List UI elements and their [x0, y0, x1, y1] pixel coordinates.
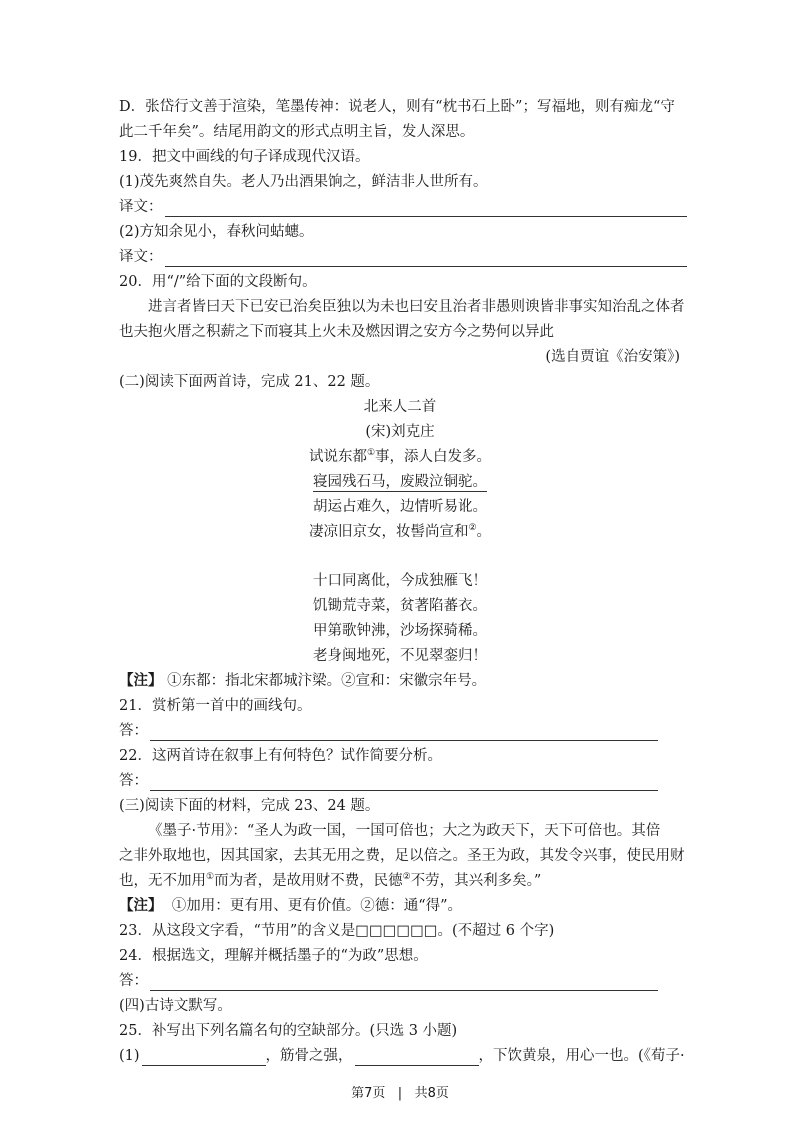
poem-author: (宋)刘克庄 [365, 424, 435, 440]
answer-label: 答： [119, 973, 148, 989]
passage-mozi-line3 [119, 871, 541, 891]
poem1-line4-text-b: 。 [476, 524, 492, 540]
note-marker-1: ① [167, 673, 182, 689]
poem1-line1 [0, 447, 800, 467]
note-2-text: 德：通“得”。 [374, 898, 463, 914]
question-19-part2: (2)方知余见小，春秋问蛄蟪。 [119, 224, 314, 240]
note-marker-2: ② [468, 523, 477, 533]
question-20: 20．用“/”给下面的文段断句。 [119, 274, 317, 290]
question-24: 24．根据选文，理解并概括墨子的“为政”思想。 [119, 948, 428, 964]
note-marker-1: ① [366, 448, 376, 458]
poem1-line4-text-a: 凄凉旧京女，妆髻尚宣和 [308, 524, 469, 540]
fill-blank-2[interactable] [355, 1064, 479, 1066]
poem2-line1: 十口同离仳，今成独雁飞！ [313, 573, 487, 589]
note-1-text: 加用：更有用、更有价值。 [186, 898, 361, 914]
poem1-line3: 胡运占难久，边情听易讹。 [313, 499, 487, 515]
translation-label: 译文： [119, 199, 163, 215]
note-label: 【注】 [119, 672, 163, 689]
answer-field-22[interactable] [150, 789, 658, 791]
poem2-line3: 甲第歌钟沸，沙场探骑稀。 [313, 623, 487, 639]
option-d-line1: D．张岱行文善于渲染，笔墨传神：说老人，则有“枕书石上卧”；写福地，则有痴龙“守 [119, 99, 675, 115]
question-22: 22．这两首诗在叙事上有何特色？试作简要分析。 [119, 748, 442, 764]
passage-20-source: (选自贾谊《治安策》) [545, 349, 680, 365]
note-marker-1: ① [206, 872, 215, 882]
poem-title: 北来人二首 [363, 399, 437, 415]
question-25-part1-text-c: ，下饮黄泉，用心一也。(《荀子· [478, 1048, 685, 1064]
answer-field-24[interactable] [150, 989, 658, 991]
answer-label: 答： [119, 773, 148, 789]
poem2-line4: 老身闽地死，不见翠銮归！ [313, 648, 487, 664]
poem1-line2-underlined [0, 472, 800, 492]
question-25: 25．补写出下列名篇名句的空缺部分。(只选 3 小题) [119, 1023, 458, 1039]
translation-line-2 [119, 247, 687, 267]
passage-20-line2: 也夫抱火厝之积薪之下而寝其上火未及燃因谓之安方今之势何以异此 [119, 324, 554, 340]
question-23: 23．从这段文字看，“节用”的含义是□□□□□□。(不超过 6 个字) [119, 923, 555, 939]
answer-field-21[interactable] [150, 739, 658, 741]
question-25-part1-num: (1) [119, 1048, 140, 1064]
passage-mozi-line3-c: 不劳，其兴利多矣。” [410, 873, 542, 889]
note-marker-2: ② [360, 898, 375, 914]
page-footer [0, 1082, 800, 1101]
note-label: 【注】 [119, 897, 163, 914]
answer-label: 答： [119, 723, 148, 739]
page-total: 共8页 [414, 1086, 449, 1101]
poem1-line1-text-b: 事，添人白发多。 [375, 449, 492, 465]
note-2-text: 宣和：宋徽宗年号。 [355, 673, 487, 689]
answer-line-24 [119, 971, 658, 991]
question-21: 21．赏析第一首中的画线句。 [119, 698, 312, 714]
passage-mozi-line2: 之非外取地也，因其国家，去其无用之费，足以倍之。圣王为政，其发令兴事，使民用财 [119, 848, 685, 864]
note-1-text: 东都：指北宋都城汴梁。 [181, 673, 342, 689]
section-3-heading: (三)阅读下面的材料，完成 23、24 题。 [119, 798, 380, 814]
passage-20-line1: 进言者皆曰天下已安已治矣臣独以为未也曰安且治者非愚则谀皆非事实知治乱之体者 [148, 299, 685, 315]
page-number: 第7页 [351, 1086, 386, 1101]
poem1-line1-text-a: 试说东都 [308, 449, 367, 465]
passage-mozi-line3-a: 也，无不加用 [119, 873, 206, 889]
fill-blank-1[interactable] [142, 1064, 266, 1066]
translation-label: 译文： [119, 249, 163, 265]
poem-notes [119, 671, 486, 691]
note-marker-2: ② [341, 673, 356, 689]
footer-separator: | [397, 1086, 403, 1101]
note-marker-1: ① [171, 898, 187, 914]
section-4-heading: (四)古诗文默写。 [119, 998, 232, 1014]
passage-mozi-line3-b: 而为者，是故用财不费，民德 [214, 873, 403, 889]
answer-line-21 [119, 721, 658, 741]
section-2-heading: (二)阅读下面两首诗，完成 21、22 题。 [119, 374, 380, 390]
question-19-part1: (1)茂先爽然自失。老人乃出酒果饷之，鲜洁非人世所有。 [119, 174, 488, 190]
question-25-part1 [119, 1046, 685, 1066]
question-19: 19．把文中画线的句子译成现代汉语。 [119, 149, 370, 165]
option-d-line2: 此二千年矣”。结尾用韵文的形式点明主旨，发人深思。 [119, 124, 475, 140]
passage-mozi-line1: 《墨子·节用》：“圣人为政一国，一国可倍也；大之为政天下，天下可倍也。其倍 [148, 823, 661, 839]
mozi-notes [119, 896, 462, 916]
question-25-part1-text-b: ，筋骨之强， [265, 1048, 353, 1064]
poem1-line4 [0, 522, 800, 542]
poem2-line2: 饥锄荒寺菜，贫著陷蕃衣。 [313, 598, 487, 614]
translation-answer-field-2[interactable] [165, 265, 687, 267]
note-marker-2: ② [402, 872, 411, 882]
answer-line-22 [119, 771, 658, 791]
underlined-verse: 寝园残石马，废殿泣铜驼。 [313, 474, 487, 490]
translation-answer-field-1[interactable] [165, 215, 687, 217]
translation-line-1 [119, 197, 687, 217]
